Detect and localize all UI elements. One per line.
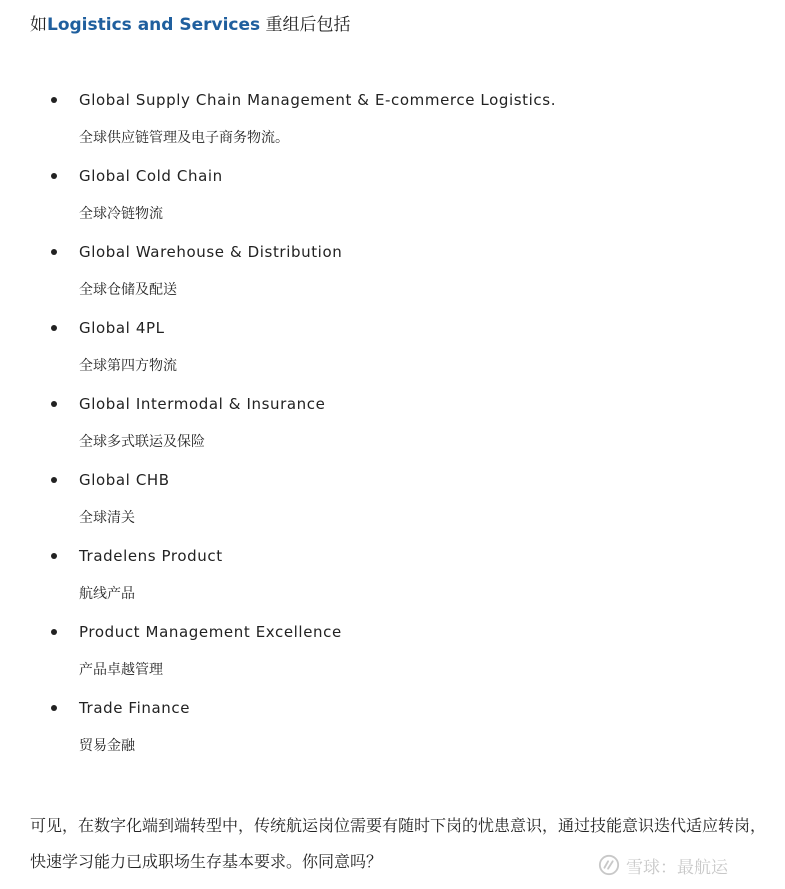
list-item: [0, 239, 785, 315]
list-item: [0, 391, 785, 467]
list-item: [0, 163, 785, 239]
item-chinese: 全球第四方物流: [79, 358, 177, 374]
bullet-dot: [51, 553, 57, 559]
bullet-dot: [51, 97, 57, 103]
item-english: Global Intermodal & Insurance: [79, 395, 326, 413]
item-english: Product Management Excellence: [79, 623, 342, 641]
bullet-dot: [51, 705, 57, 711]
list-item: [0, 619, 785, 695]
bullet-dot: [51, 477, 57, 483]
heading-prefix: 如: [30, 15, 47, 35]
item-chinese: 全球冷链物流: [79, 206, 163, 222]
watermark: [598, 852, 728, 878]
list-item: [0, 87, 785, 163]
services-list: [0, 87, 785, 771]
item-english: Global Warehouse & Distribution: [79, 243, 343, 261]
bullet-dot: [51, 629, 57, 635]
item-english: Global 4PL: [79, 319, 165, 337]
item-chinese: 全球供应链管理及电子商务物流。: [79, 130, 289, 146]
bullet-dot: [51, 249, 57, 255]
bullet-dot: [51, 401, 57, 407]
item-english: Trade Finance: [79, 699, 191, 717]
list-item: [0, 543, 785, 619]
list-item: [0, 695, 785, 771]
list-item: [0, 315, 785, 391]
watermark-text: 雪球：最航运: [626, 857, 728, 878]
bullet-dot: [51, 173, 57, 179]
bullet-dot: [51, 325, 57, 331]
heading-highlight: Logistics and Services: [47, 15, 261, 35]
item-chinese: 航线产品: [79, 586, 135, 602]
list-item: [0, 467, 785, 543]
item-chinese: 产品卓越管理: [79, 662, 163, 678]
conclusion-paragraph: 可见，在数字化端到端转型中，传统航运岗位需要有随时下岗的忧患意识，通过技能意识迭代适应转岗，快速学习能力已成职场生存基本要求。你同意吗？: [30, 816, 767, 871]
snowball-logo-icon: [598, 854, 620, 876]
item-chinese: 贸易金融: [79, 738, 135, 754]
item-english: Global Cold Chain: [79, 167, 223, 185]
item-english: Tradelens Product: [79, 547, 223, 565]
item-chinese: 全球仓储及配送: [79, 282, 177, 298]
section-heading: [30, 12, 351, 38]
item-chinese: 全球多式联运及保险: [79, 434, 205, 450]
item-english: Global Supply Chain Management & E-commerce Logistics.: [79, 91, 557, 109]
heading-suffix: 重组后包括: [260, 15, 351, 35]
item-english: Global CHB: [79, 471, 170, 489]
item-chinese: 全球清关: [79, 510, 135, 526]
